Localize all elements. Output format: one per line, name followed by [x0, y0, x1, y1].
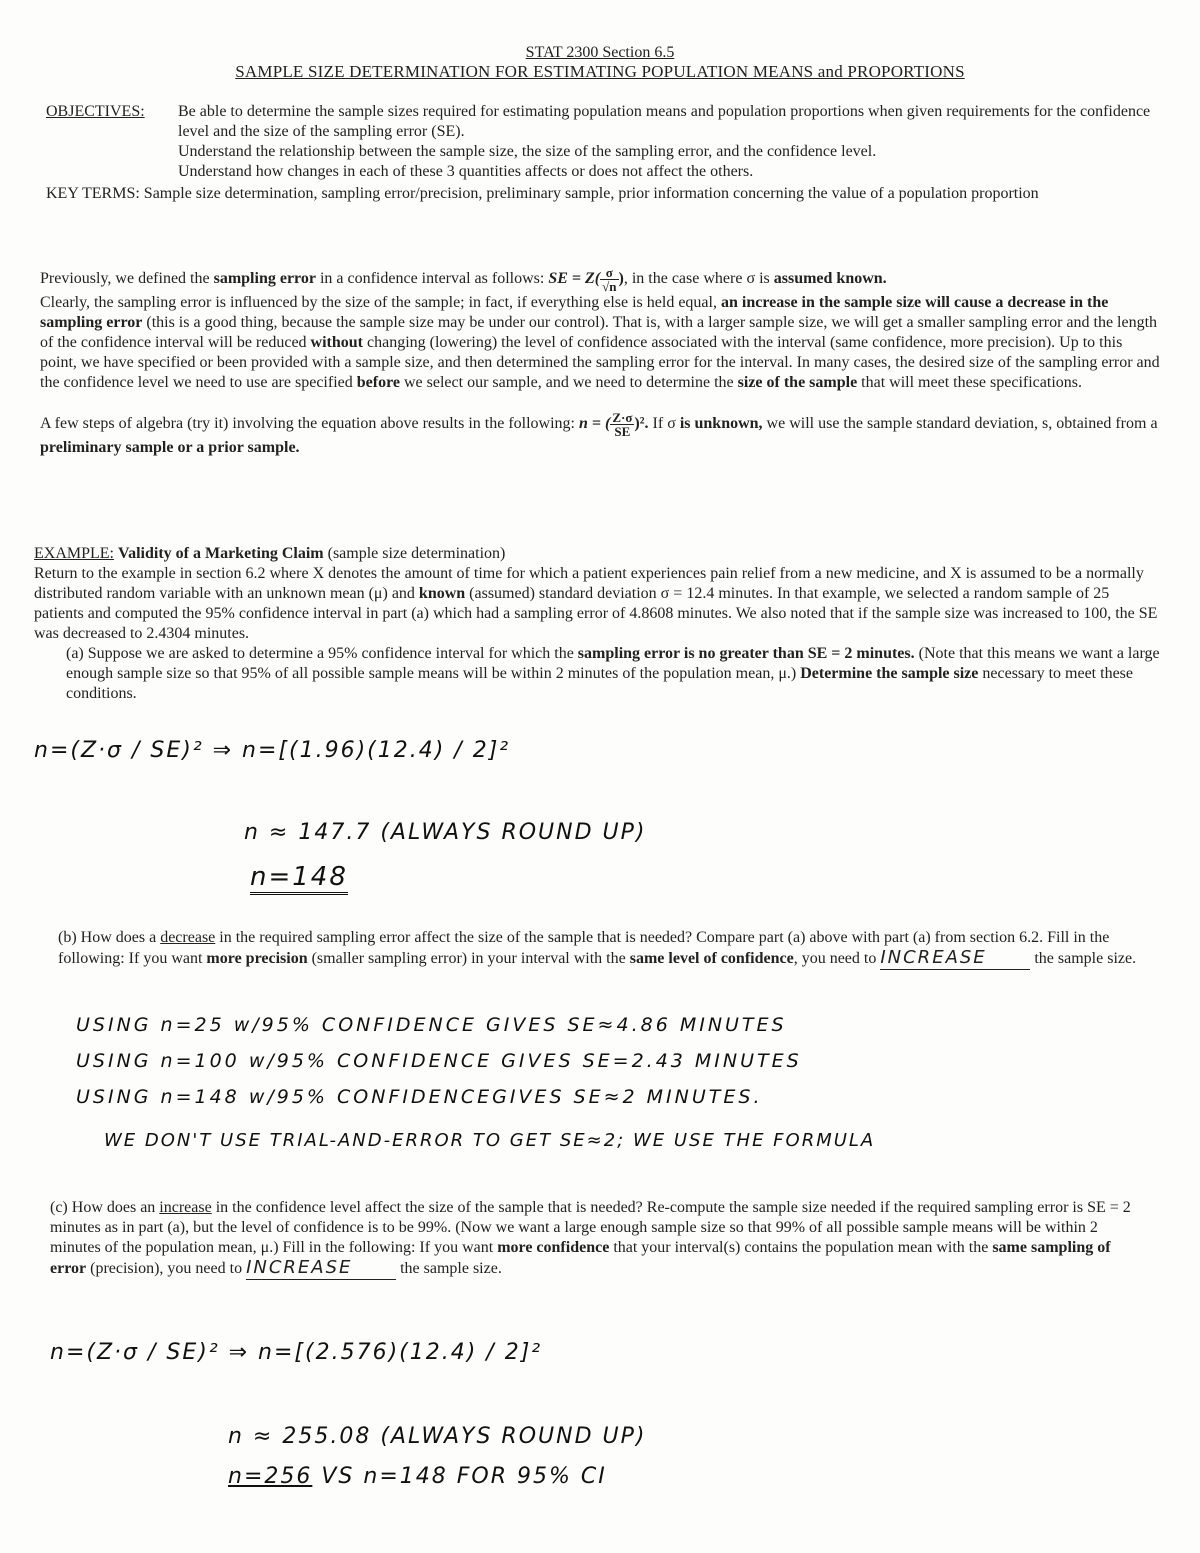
course-header: STAT 2300 Section 6.5 — [525, 44, 675, 61]
intro-section — [40, 266, 1162, 458]
part-c-question: (c) How does an increase in the confidence level affect the size of the sample that is needed? Re-compute the sample size needed if the required sampling error is SE = 2 minutes as in part (a), but the level of confidence is to be 99%. (Now we want a large enough sample size so that 99% of all possible sample means will be within 2 minutes of the population mean, μ.) Fill in the following: If you want more confidence that your interval(s) contains the population mean with the same sampling of error (precision), you need to INCREASE the sample size. — [50, 1199, 1131, 1278]
example-body: Return to the example in section 6.2 where X denotes the amount of time for which a patient experiences pain relief from a new medicine, and X is assumed to be a normally distributed random variable with an unknown mean (μ) and known (assumed) standard deviation σ = 12.4 minutes. In that example, we selected a random sample of 25 patients and computed the 95% confidence interval in part (a) which had a sampling error of 4.8608 minutes. We also noted that if the sample size was increased to 100, the SE was decreased to 2.4304 minutes. — [34, 565, 1158, 642]
objective-item: Understand the relationship between the sample size, the size of the sampling error, and the confidence level. — [178, 143, 877, 160]
part-c-answer-blank[interactable]: INCREASE — [246, 1258, 396, 1280]
part-b-handwritten-line: WE DON'T USE TRIAL-AND-ERROR TO GET SE≈2; WE USE THE FORMULA — [104, 1130, 876, 1151]
objectives-label: OBJECTIVES: — [46, 103, 145, 120]
example-label: EXAMPLE: — [34, 545, 114, 562]
part-b-handwritten-line: USING n=148 w/95% CONFIDENCEGIVES SE≈2 MINUTES. — [76, 1086, 763, 1108]
intro-paragraph-3: A few steps of algebra (try it) involving the equation above results in the following: n = ( $\frac{Z\cdot\sigma}{SE}$ )². If σ is unknown, we will use the sample standard deviation, s, obtained from a preliminary sample or a prior sample. — [40, 410, 1158, 456]
example-title: Validity of a Marketing Claim — [118, 545, 324, 562]
part-a-handwritten-formula: n=(Z·σ / SE)² ⇒ n=[(1.96)(12.4) / 2]² — [34, 738, 511, 763]
part-a-question: (a) Suppose we are asked to determine a 95% confidence interval for which the sampling error is no greater than SE = 2 minutes. (Note that this means we want a large enough sample size so that 95% of all possible sample means will be within 2 minutes of the population mean, μ.) Determine the sample size necessary to meet these conditions. — [66, 645, 1160, 702]
key-terms-text: Sample size determination, sampling error/precision, preliminary sample, prior information concerning the value of a population proportion — [143, 185, 1039, 202]
key-terms-label: KEY TERMS: — [46, 185, 140, 202]
part-c-handwritten-formula: n=(Z·σ / SE)² ⇒ n=[(2.576)(12.4) / 2]² — [50, 1340, 543, 1365]
part-c-handwritten-approx: n ≈ 255.08 (ALWAYS ROUND UP) — [228, 1424, 647, 1449]
page-title: SAMPLE SIZE DETERMINATION FOR ESTIMATING POPULATION MEANS and PROPORTIONS — [235, 62, 965, 81]
se-formula: SE = Z( $\frac{\sigma}{√n}$ ) — [548, 265, 624, 294]
sample-size-formula: n = ( $\frac{Z\cdot\sigma}{SE}$ )². — [579, 410, 649, 439]
part-b-handwritten-line: USING n=25 w/95% CONFIDENCE GIVES SE≈4.86 MINUTES — [76, 1014, 787, 1036]
objective-item: Understand how changes in each of these 3 quantities affects or does not affect the others. — [178, 163, 754, 180]
part-a-handwritten-approx: n ≈ 147.7 (ALWAYS ROUND UP) — [244, 820, 647, 845]
part-c-handwritten-answer: n=256 VS n=148 FOR 95% CI — [228, 1464, 607, 1489]
sigma-over-root-n: $\frac{\sigma}{√n}$ — [602, 265, 617, 294]
part-b-question: (b) How does a decrease in the required sampling error affect the size of the sample that is needed? Compare part (a) above with part (a) from section 6.2. Fill in the following: If you want more precision (smaller sampling error) in your interval with the same level of confidence, you need to INCREASE the sample size. — [58, 929, 1137, 968]
objectives-section — [46, 102, 1176, 204]
objective-item: Be able to determine the sample sizes required for estimating population means and population proportions when given requirements for the confidence level and the size of the sampling error (SE). — [178, 103, 1151, 140]
example-section: EXAMPLE: Validity of a Marketing Claim (sample size determination) Return to the example in section 6.2 where X denotes the amount of time for which a patient experiences pain relief from a new medicine, and X is assumed to be a normally distributed random variable with an unknown mean (μ) and known (assumed) standard deviation σ = 12.4 minutes. In that example, we selected a random sample of 25 patients and computed the 95% confidence interval in part (a) which had a sampling error of 4.8608 minutes. We also noted that if the sample size was increased to 100, the SE was decreased to 2.4304 minutes. (a) Suppose we are asked to determine a 95% confidence interval for which the sampling error is no greater than SE = 2 minutes. (Note that this means we want a large enough sample size so that 95% of all possible sample means will be within 2 minutes of the population mean, μ.) Determine the sample size necessary to meet these conditions. — [34, 544, 1162, 704]
intro-paragraph-2: Clearly, the sampling error is influenced by the size of the sample; in fact, if everything else is held equal, an increase in the sample size will cause a decrease in the sampling error (this is a good thing, because the sample size may be under our control). That is, with a larger sample size, we will get a smaller sampling error and the length of the confidence interval will be reduced without changing (lowering) the level of confidence associated with the interval (same confidence, more precision). Up to this point, we have specified or been provided with a sample size, and then determined the sampling error for the interval. In many cases, the desired size of the sampling error and the confidence level we need to use are specified before we select our sample, and we need to determine the size of the sample that will meet these specifications. — [40, 294, 1160, 391]
z-sigma-over-se: $\frac{Z\cdot\sigma}{SE}$ — [612, 410, 633, 439]
part-b-handwritten-line: USING n=100 w/95% CONFIDENCE GIVES SE=2.43 MINUTES — [76, 1050, 802, 1072]
intro-paragraph-1: Previously, we defined the sampling error in a confidence interval as follows: SE = Z( $\frac{\sigma}{√n}$ ), in the case where σ is assumed known. — [40, 265, 887, 294]
part-a-handwritten-answer: n=148 — [250, 862, 348, 892]
part-b-answer-blank[interactable]: INCREASE — [880, 948, 1030, 970]
